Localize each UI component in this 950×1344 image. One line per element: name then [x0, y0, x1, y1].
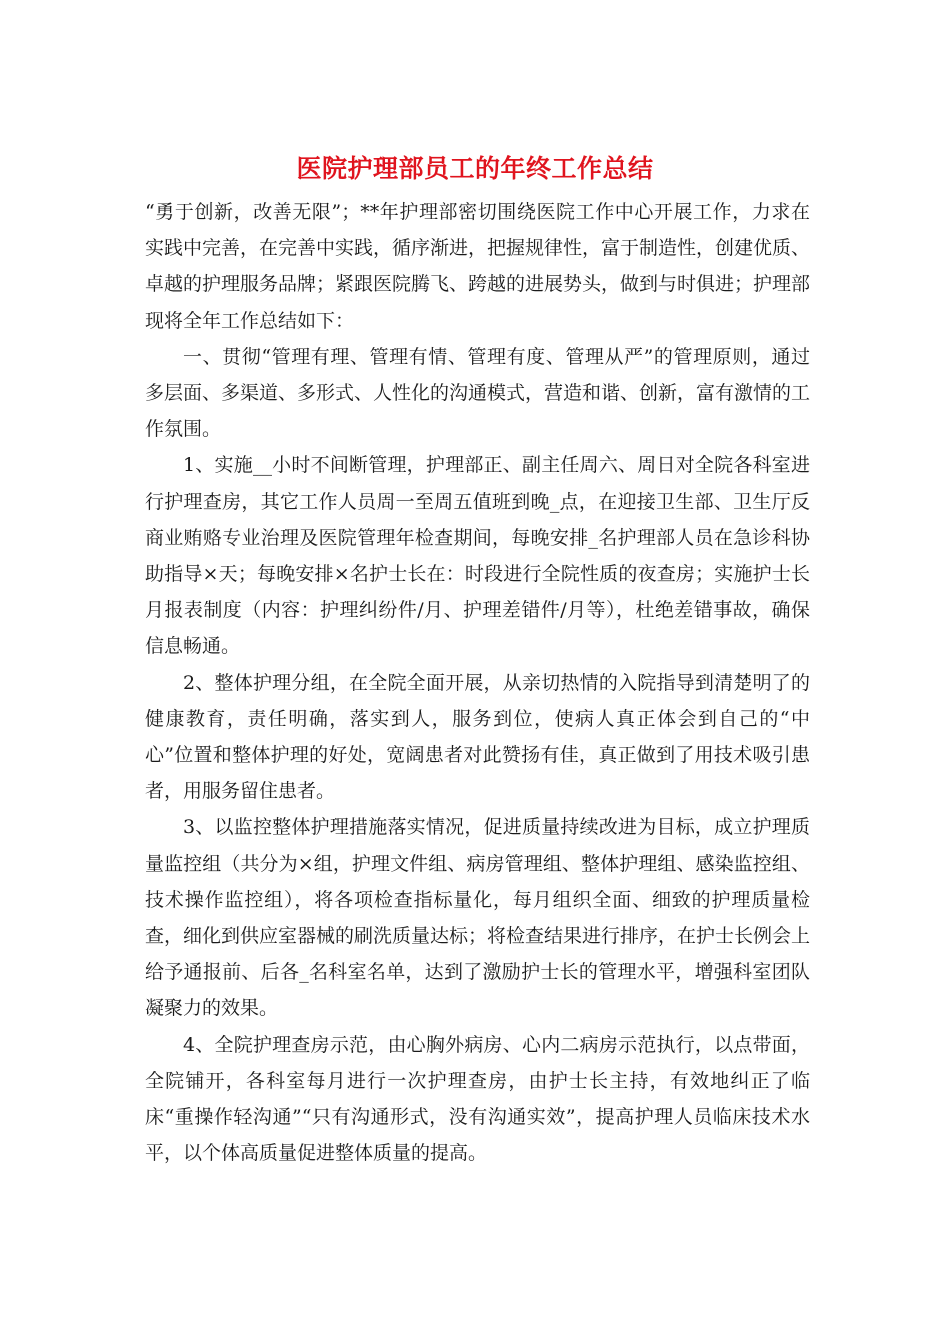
- item-two-paragraph: 2、整体护理分组，在全院全面开展，从亲切热情的入院指导到清楚明了的健康教育，责任明确，落实到人，服务到位，使病人真正体会到自己的“中心”位置和整体护理的好处，宽阔患者对此赞扬有佳，真正做到了用技术吸引患者，用服务留住患者。: [145, 671, 810, 803]
- document-title: 医院护理部员工的年终工作总结: [296, 154, 654, 183]
- item-three-paragraph: 3、以监控整体护理措施落实情况，促进质量持续改进为目标，成立护理质量监控组（共分为×组，护理文件组、病房管理组、整体护理组、感染监控组、技术操作监控组），将各项检查指标量化，每月组织全面、细致的护理质量检查，细化到供应室器械的刷洗质量达标；将检查结果进行排序，在护士长例会上给予通报前、后各_名科室名单，达到了激励护士长的管理水平，增强科室团队凝聚力的效果。: [145, 816, 811, 1020]
- item-one-paragraph: 1、实施__小时不间断管理，护理部正、副主任周六、周日对全院各科室进行护理查房，其它工作人员周一至周五值班到晚_点，在迎接卫生部、卫生厅反商业贿赂专业治理及医院管理年检查期间，每晚安排_名护理部人员在急诊科协助指导×天；每晚安排×名护士长在：时段进行全院性质的夜查房；实施护士长月报表制度（内容：护理纠纷件/月、护理差错件/月等），杜绝差错事故，确保信息畅通。: [145, 454, 810, 658]
- document-body: [145, 194, 810, 1171]
- section-one-paragraph: 一、贯彻“管理有理、管理有情、管理有度、管理从严”的管理原则，通过多层面、多渠道、多形式、人性化的沟通模式，营造和谐、创新，富有激情的工作氛围。: [145, 345, 811, 441]
- item-four-paragraph: 4、全院护理查房示范，由心胸外病房、心内二病房示范执行，以点带面，全院铺开，各科室每月进行一次护理查房，由护士长主持，有效地纠正了临床“重操作轻沟通”“只有沟通形式，没有沟通实效”，提高护理人员临床技术水平，以个体高质量促进整体质量的提高。: [145, 1033, 810, 1165]
- intro-paragraph: “勇于创新，改善无限”；**年护理部密切围绕医院工作中心开展工作，力求在实践中完善，在完善中实践，循序渐进，把握规律性，富于制造性，创建优质、卓越的护理服务品牌；紧跟医院腾飞、跨越的进展势头，做到与时俱进；护理部现将全年工作总结如下：: [145, 201, 811, 332]
